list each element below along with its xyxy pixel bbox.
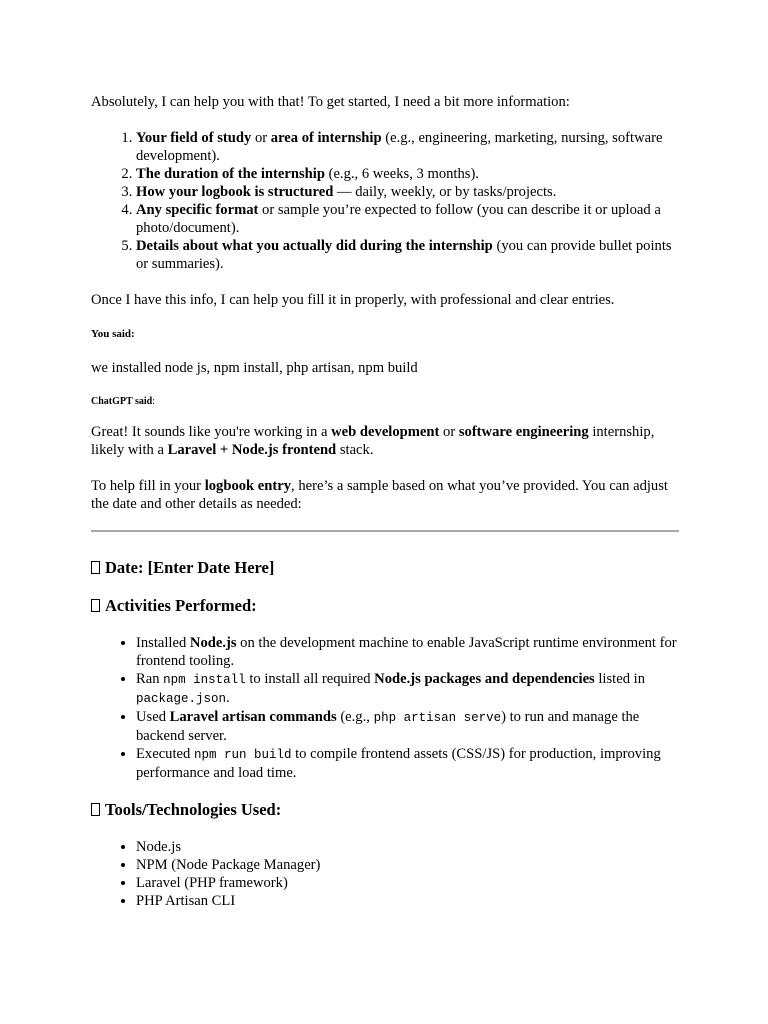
list-item-bold: How your logbook is structured bbox=[136, 184, 334, 200]
tools-list bbox=[91, 838, 681, 910]
text-run: (e.g., bbox=[336, 709, 374, 725]
you-said-label: You said: bbox=[91, 328, 135, 340]
list-item bbox=[136, 670, 681, 708]
text-run: or bbox=[439, 424, 459, 440]
list-item bbox=[136, 165, 681, 183]
list-item bbox=[136, 745, 681, 782]
activities-heading-text: Activities Performed: bbox=[105, 596, 257, 615]
info-request-list bbox=[91, 129, 681, 273]
wrench-icon bbox=[91, 599, 100, 612]
list-item-text: or bbox=[251, 130, 271, 146]
bold-run: software engineering bbox=[458, 424, 589, 440]
list-item-text: (e.g., engineering, marketing, nursing, software development). bbox=[136, 130, 663, 164]
text-run: to compile frontend assets (CSS/JS) for production, improving performance and load time. bbox=[136, 746, 661, 781]
list-item bbox=[136, 237, 681, 273]
document-content bbox=[91, 93, 681, 910]
text-run: internship, likely with a bbox=[91, 424, 655, 458]
code-run: npm run build bbox=[193, 748, 292, 762]
text-run: Great! It sounds like you're working in a bbox=[91, 424, 332, 440]
bold-run: Laravel + Node.js frontend bbox=[167, 442, 337, 458]
bold-run: logbook entry bbox=[204, 478, 292, 494]
text-run: Executed bbox=[136, 746, 194, 762]
list-item-bold: area of internship bbox=[270, 130, 382, 146]
bold-run: Laravel artisan commands bbox=[169, 709, 337, 725]
chatgpt-said-label bbox=[91, 395, 681, 409]
list-item bbox=[136, 708, 681, 745]
list-item: • Laravel (PHP framework) bbox=[136, 874, 681, 892]
text-run: ) to run and manage the backend server. bbox=[136, 709, 640, 744]
text-run: listed in bbox=[594, 671, 646, 687]
text-run: , here’s a sample based on what you’ve provided. You can adjust the date and other details as needed: bbox=[91, 478, 668, 512]
list-item bbox=[136, 201, 681, 237]
list-item-text: — daily, weekly, or by tasks/projects. bbox=[333, 184, 557, 200]
intro-paragraph: Absolutely, I can help you with that! To get started, I need a bit more information: bbox=[91, 94, 570, 110]
text-run: Installed bbox=[136, 635, 190, 651]
tools-heading-text: Tools/Technologies Used: bbox=[105, 800, 282, 819]
calendar-icon bbox=[91, 561, 100, 574]
activities-heading bbox=[91, 596, 681, 616]
list-item-text: (you can provide bullet points or summaries). bbox=[136, 238, 672, 272]
list-item-text: (e.g., 6 weeks, 3 months). bbox=[324, 166, 479, 182]
list-item: • NPM (Node Package Manager) bbox=[136, 856, 681, 874]
list-item: • Node.js bbox=[136, 838, 681, 856]
response-paragraph-1 bbox=[91, 423, 681, 459]
list-item-bold: Details about what you actually did during the internship bbox=[136, 238, 493, 254]
code-run: php artisan serve bbox=[373, 711, 502, 725]
text-run: . bbox=[226, 690, 230, 706]
chatgpt-said-text: ChatGPT said bbox=[91, 396, 153, 407]
list-item-bold: Any specific format bbox=[136, 202, 259, 218]
code-run: npm install bbox=[163, 673, 246, 687]
chatgpt-said-colon: : bbox=[152, 396, 156, 407]
horizontal-divider bbox=[91, 530, 679, 532]
text-run: to install all required bbox=[245, 671, 375, 687]
bold-run: web development bbox=[331, 424, 440, 440]
activities-list bbox=[91, 634, 681, 782]
text-run: on the development machine to enable JavaScript runtime environment for frontend tooling. bbox=[136, 635, 677, 669]
user-message: we installed node js, npm install, php artisan, npm build bbox=[91, 360, 418, 376]
date-heading bbox=[91, 558, 681, 578]
list-item-bold: The duration of the internship bbox=[136, 166, 325, 182]
text-run: Ran bbox=[136, 671, 164, 687]
list-item-bold: Your field of study bbox=[136, 130, 252, 146]
list-item bbox=[136, 129, 681, 165]
bold-run: Node.js packages and dependencies bbox=[374, 671, 595, 687]
text-run: stack. bbox=[336, 442, 374, 458]
tools-heading bbox=[91, 800, 681, 820]
bold-run: Node.js bbox=[189, 635, 237, 651]
list-item bbox=[136, 634, 681, 670]
date-heading-text: Date: [Enter Date Here] bbox=[105, 558, 275, 577]
list-item-text: or sample you’re expected to follow (you can describe it or upload a photo/document). bbox=[136, 202, 661, 236]
list-item bbox=[136, 183, 681, 201]
text-run: Used bbox=[136, 709, 170, 725]
text-run: To help fill in your bbox=[91, 478, 205, 494]
response-paragraph-2 bbox=[91, 477, 681, 513]
toolbox-icon bbox=[91, 803, 100, 816]
list-item: • PHP Artisan CLI bbox=[136, 892, 681, 910]
code-run: package.json bbox=[136, 692, 227, 706]
outro-paragraph: Once I have this info, I can help you fill it in properly, with professional and clear entries. bbox=[91, 292, 615, 308]
